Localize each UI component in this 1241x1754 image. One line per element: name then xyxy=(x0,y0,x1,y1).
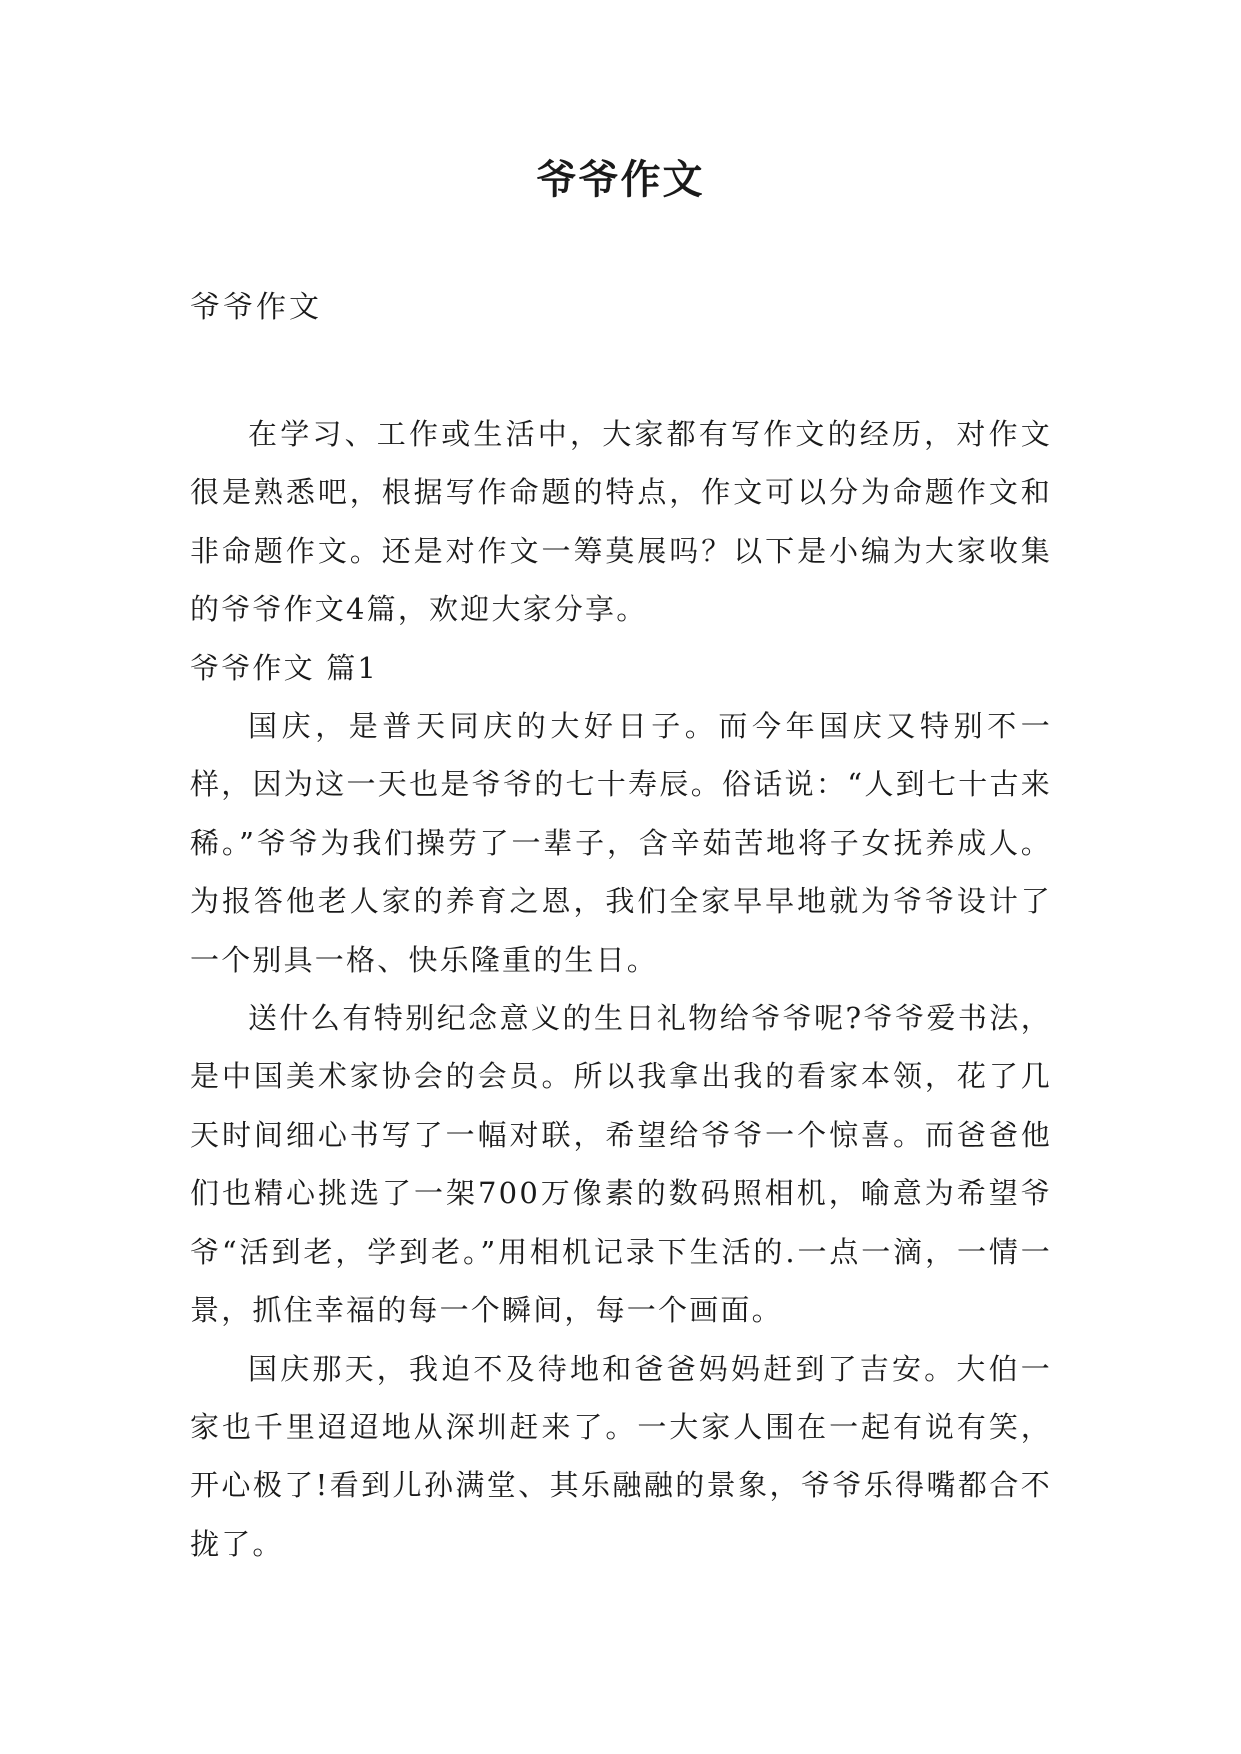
section-heading: 爷爷作文 篇1 xyxy=(190,650,379,685)
body-paragraph: 送什么有特别纪念意义的生日礼物给爷爷呢?爷爷爱书法，是中国美术家协会的会员。所以我拿出我的看家本领，花了几天时间细心书写了一幅对联，希望给爷爷一个惊喜。而爸爸他们也精心挑选了一架700万像素的数码照相机，喻意为希望爷爷“活到老，学到老。”用相机记录下生活的.一点一滴，一情一景，抓住幸福的每一个瞬间，每一个画面。 xyxy=(190,1001,1052,1328)
intro-paragraph: 在学习、工作或生活中，大家都有写作文的经历，对作文很是熟悉吧，根据写作命题的特点，作文可以分为命题作文和非命题作文。还是对作文一筹莫展吗？以下是小编为大家收集的爷爷作文4篇，欢迎大家分享。 xyxy=(190,417,1052,627)
body-paragraph: 国庆那天，我迫不及待地和爸爸妈妈赶到了吉安。大伯一家也千里迢迢地从深圳赶来了。一大家人围在一起有说有笑，开心极了!看到儿孙满堂、其乐融融的景象，爷爷乐得嘴都合不拢了。 xyxy=(190,1351,1052,1561)
body-paragraph: 国庆，是普天同庆的大好日子。而今年国庆又特别不一样，因为这一天也是爷爷的七十寿辰。俗话说：“人到七十古来稀。”爷爷为我们操劳了一辈子，含辛茹苦地将子女抚养成人。为报答他老人家的养育之恩，我们全家早早地就为爷爷设计了一个别具一格、快乐隆重的生日。 xyxy=(190,709,1052,977)
document-body xyxy=(190,405,1052,1573)
document-subtitle: 爷爷作文 xyxy=(190,290,322,325)
document-title: 爷爷作文 xyxy=(536,156,705,203)
